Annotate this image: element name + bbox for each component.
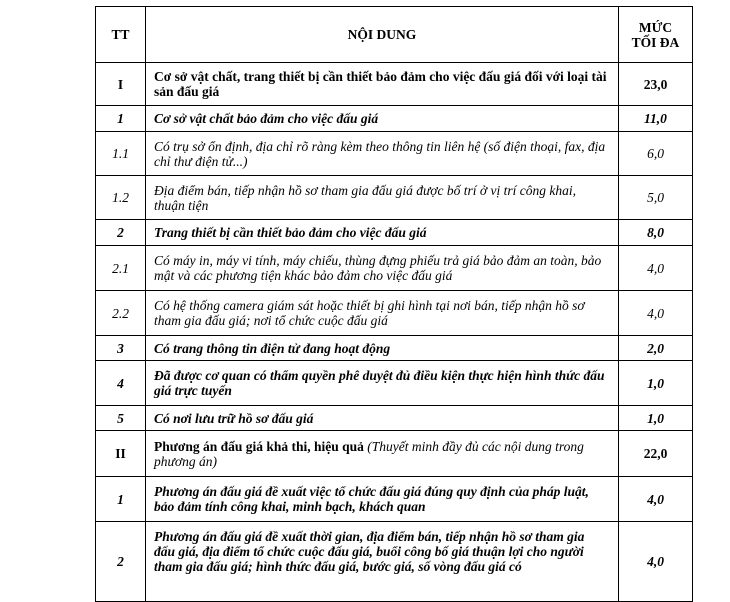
table-row [96, 246, 693, 291]
row-value: 11,0 [619, 106, 693, 132]
row-content: Trang thiết bị cần thiết bảo đảm cho việc đấu giá [146, 220, 619, 246]
table-row [96, 220, 693, 246]
row-content: Cơ sở vật chất, trang thiết bị cần thiết bảo đảm cho việc đấu giá đối với loại tài sản đấu giá [146, 63, 619, 106]
row-content: Có máy in, máy vi tính, máy chiếu, thùng đựng phiếu trả giá bảo đảm an toàn, bảo mật và các phương tiện khác bảo đảm cho việc đấu giá [146, 246, 619, 291]
row-value: 4,0 [619, 522, 693, 602]
row-content-note: (Thuyết minh đầy đủ các nội dung trong phương án) [154, 438, 584, 469]
table-row [96, 361, 693, 406]
row-content: Có nơi lưu trữ hồ sơ đấu giá [146, 406, 619, 431]
row-content: Địa điểm bán, tiếp nhận hồ sơ tham gia đấu giá được bố trí ở vị trí công khai, thuận tiện [146, 176, 619, 220]
row-content: Có trụ sở ổn định, địa chỉ rõ ràng kèm theo thông tin liên hệ (số điện thoại, fax, địa chỉ thư điện tử...) [146, 132, 619, 176]
table-row [96, 477, 693, 522]
row-content [146, 431, 619, 477]
row-tt: 2 [96, 522, 146, 602]
header-tt: TT [96, 7, 146, 63]
row-content: Phương án đấu giá đề xuất việc tổ chức đấu giá đúng quy định của pháp luật, bảo đảm tính công khai, minh bạch, khách quan [146, 477, 619, 522]
criteria-table [95, 6, 693, 602]
row-value: 2,0 [619, 336, 693, 361]
table-row [96, 291, 693, 336]
row-value: 23,0 [619, 63, 693, 106]
row-value: 5,0 [619, 176, 693, 220]
header-content: NỘI DUNG [146, 7, 619, 63]
row-tt: 4 [96, 361, 146, 406]
row-tt: 5 [96, 406, 146, 431]
row-value: 1,0 [619, 406, 693, 431]
table-row [96, 431, 693, 477]
table-row [96, 132, 693, 176]
row-tt: 2.1 [96, 246, 146, 291]
row-content: Đã được cơ quan có thẩm quyền phê duyệt đủ điều kiện thực hiện hình thức đấu giá trực tuyến [146, 361, 619, 406]
row-content [146, 522, 619, 602]
table-row [96, 63, 693, 106]
row-content: Có trang thông tin điện tử đang hoạt động [146, 336, 619, 361]
row-content-text: Phương án đấu giá đề xuất thời gian, địa điểm bán, tiếp nhận hồ sơ tham gia đấu giá, địa điểm tổ chức cuộc đấu giá, buổi công bố giá thuận lợi cho người tham gia đấu giá; hình thức đấu giá, bước giá, số vòng đấu giá có [154, 528, 585, 574]
row-content-main: Phương án đấu giá khả thi, hiệu quả [154, 438, 364, 454]
row-tt: 1.1 [96, 132, 146, 176]
row-content: Có hệ thống camera giám sát hoặc thiết bị ghi hình tại nơi bán, tiếp nhận hồ sơ tham gia đấu giá; nơi tổ chức cuộc đấu giá [146, 291, 619, 336]
table-row [96, 522, 693, 602]
row-value: 1,0 [619, 361, 693, 406]
row-tt: 1 [96, 477, 146, 522]
row-value: 4,0 [619, 477, 693, 522]
row-value: 6,0 [619, 132, 693, 176]
row-content: Cơ sở vật chất bảo đảm cho việc đấu giá [146, 106, 619, 132]
row-tt: 1 [96, 106, 146, 132]
header-max-line1: MỨC [638, 19, 673, 35]
table-row [96, 176, 693, 220]
row-value: 8,0 [619, 220, 693, 246]
header-max [619, 7, 693, 63]
row-tt: 2 [96, 220, 146, 246]
row-tt: II [96, 431, 146, 477]
row-tt: I [96, 63, 146, 106]
row-tt: 1.2 [96, 176, 146, 220]
header-max-line2: TỐI ĐA [631, 34, 680, 50]
table-row [96, 336, 693, 361]
table-row [96, 106, 693, 132]
row-value: 4,0 [619, 291, 693, 336]
row-value: 22,0 [619, 431, 693, 477]
row-tt: 3 [96, 336, 146, 361]
row-tt: 2.2 [96, 291, 146, 336]
row-value: 4,0 [619, 246, 693, 291]
table-row [96, 406, 693, 431]
header-row [96, 7, 693, 63]
